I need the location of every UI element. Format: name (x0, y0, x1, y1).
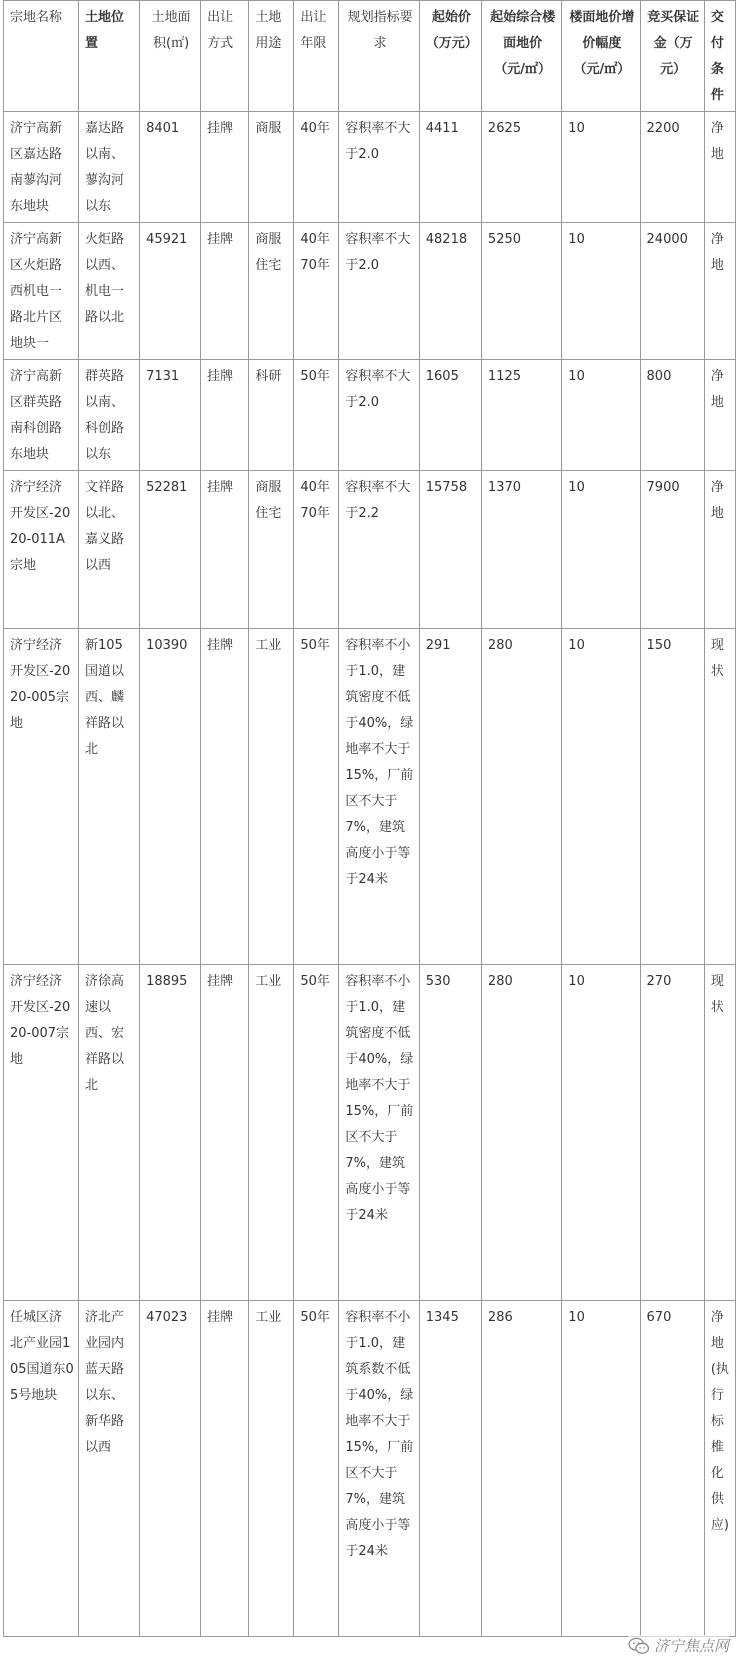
table-cell: 挂牌 (201, 965, 249, 1301)
header-cell: 土地面积(㎡) (140, 1, 201, 112)
table-row (4, 223, 736, 360)
table-cell: 净地(执行标椎化供应) (704, 1301, 735, 1637)
table-cell: 15758 (419, 471, 481, 629)
header-cell: 起始综合楼面地价（元/㎡） (481, 1, 561, 112)
table-cell: 7900 (640, 471, 704, 629)
header-cell: 规划指标要求 (339, 1, 419, 112)
table-cell: 现状 (704, 629, 735, 965)
table-cell: 291 (419, 629, 481, 965)
table-cell: 济宁高新区嘉达路南蓼沟河东地块 (4, 112, 79, 223)
table-cell: 净地 (704, 112, 735, 223)
table-cell: 挂牌 (201, 629, 249, 965)
table-cell: 净地 (704, 360, 735, 471)
table-cell: 47023 (140, 1301, 201, 1637)
table-cell: 2200 (640, 112, 704, 223)
table-cell: 1370 (481, 471, 561, 629)
table-cell: 10 (562, 112, 640, 223)
table-cell: 10 (562, 1301, 640, 1637)
table-cell: 280 (481, 965, 561, 1301)
table-row (4, 1301, 736, 1637)
wechat-icon (628, 1637, 650, 1655)
table-cell: 4411 (419, 112, 481, 223)
table-cell: 40年 (294, 112, 339, 223)
table-cell: 容积率不大于2.0 (339, 112, 419, 223)
table-cell: 8401 (140, 112, 201, 223)
table-cell: 286 (481, 1301, 561, 1637)
table-cell: 280 (481, 629, 561, 965)
table-cell: 现状 (704, 965, 735, 1301)
table-cell: 济宁高新区群英路南科创路东地块 (4, 360, 79, 471)
table-cell: 1125 (481, 360, 561, 471)
table-cell: 48218 (419, 223, 481, 360)
table-cell: 商服住宅 (249, 471, 294, 629)
table-cell: 10 (562, 360, 640, 471)
table-cell: 40年70年 (294, 471, 339, 629)
table-cell: 挂牌 (201, 471, 249, 629)
header-row (4, 1, 736, 112)
table-cell: 容积率不小于1.0，建筑系数不低于40%，绿地率不大于15%，厂前区不大于7%，建筑高度小于等于24米 (339, 1301, 419, 1637)
table-cell: 挂牌 (201, 1301, 249, 1637)
table-cell: 任城区济北产业园105国道东05号地块 (4, 1301, 79, 1637)
header-cell: 竞买保证金（万元） (640, 1, 704, 112)
table-cell: 容积率不大于2.2 (339, 471, 419, 629)
header-cell: 出让方式 (201, 1, 249, 112)
table-cell: 济宁经济开发区-2020-011A宗地 (4, 471, 79, 629)
table-row (4, 629, 736, 965)
table-cell: 50年 (294, 629, 339, 965)
table-cell: 挂牌 (201, 112, 249, 223)
table-cell: 45921 (140, 223, 201, 360)
table-cell: 24000 (640, 223, 704, 360)
header-cell: 宗地名称 (4, 1, 79, 112)
table-cell: 10 (562, 471, 640, 629)
table-cell: 18895 (140, 965, 201, 1301)
header-cell: 土地用途 (249, 1, 294, 112)
table-cell: 容积率不小于1.0，建筑密度不低于40%，绿地率不大于15%，厂前区不大于7%，建筑高度小于等于24米 (339, 629, 419, 965)
table-cell: 净地 (704, 223, 735, 360)
table-cell: 济宁经济开发区-2020-005宗地 (4, 629, 79, 965)
table-cell: 净地 (704, 471, 735, 629)
table-cell: 10390 (140, 629, 201, 965)
table-cell: 商服住宅 (249, 223, 294, 360)
table-cell: 270 (640, 965, 704, 1301)
table-cell: 群英路以南、科创路以东 (79, 360, 140, 471)
table-cell: 容积率不大于2.0 (339, 360, 419, 471)
header-cell: 土地位置 (79, 1, 140, 112)
table-cell: 50年 (294, 965, 339, 1301)
table-cell: 济北产业园内蓝天路以东、新华路以西 (79, 1301, 140, 1637)
table-cell: 10 (562, 629, 640, 965)
watermark (628, 1635, 729, 1656)
table-cell: 50年 (294, 1301, 339, 1637)
header-cell: 出让年限 (294, 1, 339, 112)
table-cell: 1345 (419, 1301, 481, 1637)
table-cell: 工业 (249, 1301, 294, 1637)
land-auction-table (3, 0, 736, 1637)
table-cell: 670 (640, 1301, 704, 1637)
table-cell: 容积率不大于2.0 (339, 223, 419, 360)
table-cell: 10 (562, 965, 640, 1301)
table-cell: 2625 (481, 112, 561, 223)
table-cell: 容积率不小于1.0，建筑密度不低于40%，绿地率不大于15%，厂前区不大于7%，建筑高度小于等于24米 (339, 965, 419, 1301)
table-cell: 商服 (249, 112, 294, 223)
header-cell: 交付条件 (704, 1, 735, 112)
table-cell: 科研 (249, 360, 294, 471)
table-cell: 挂牌 (201, 223, 249, 360)
table-row (4, 471, 736, 629)
table-cell: 挂牌 (201, 360, 249, 471)
table-cell: 50年 (294, 360, 339, 471)
table-cell: 济宁经济开发区-2020-007宗地 (4, 965, 79, 1301)
table-cell: 1605 (419, 360, 481, 471)
header-cell: 楼面地价增价幅度（元/㎡） (562, 1, 640, 112)
table-cell: 济宁高新区火炬路西机电一路北片区地块一 (4, 223, 79, 360)
watermark-text: 济宁焦点网 (653, 1637, 729, 1655)
table-cell: 150 (640, 629, 704, 965)
table-cell: 52281 (140, 471, 201, 629)
table-row (4, 112, 736, 223)
table-cell: 济徐高速以西、宏祥路以北 (79, 965, 140, 1301)
table-cell: 5250 (481, 223, 561, 360)
table-cell: 800 (640, 360, 704, 471)
table-row (4, 965, 736, 1301)
table-cell: 工业 (249, 965, 294, 1301)
table-cell: 工业 (249, 629, 294, 965)
table-cell: 40年70年 (294, 223, 339, 360)
table-cell: 文祥路以北、嘉义路以西 (79, 471, 140, 629)
table-cell: 火炬路以西、机电一路以北 (79, 223, 140, 360)
table-cell: 530 (419, 965, 481, 1301)
table-cell: 新105国道以西、麟祥路以北 (79, 629, 140, 965)
table-cell: 嘉达路以南、蓼沟河以东 (79, 112, 140, 223)
table-row (4, 360, 736, 471)
header-cell: 起始价（万元） (419, 1, 481, 112)
table-cell: 7131 (140, 360, 201, 471)
table-cell: 10 (562, 223, 640, 360)
